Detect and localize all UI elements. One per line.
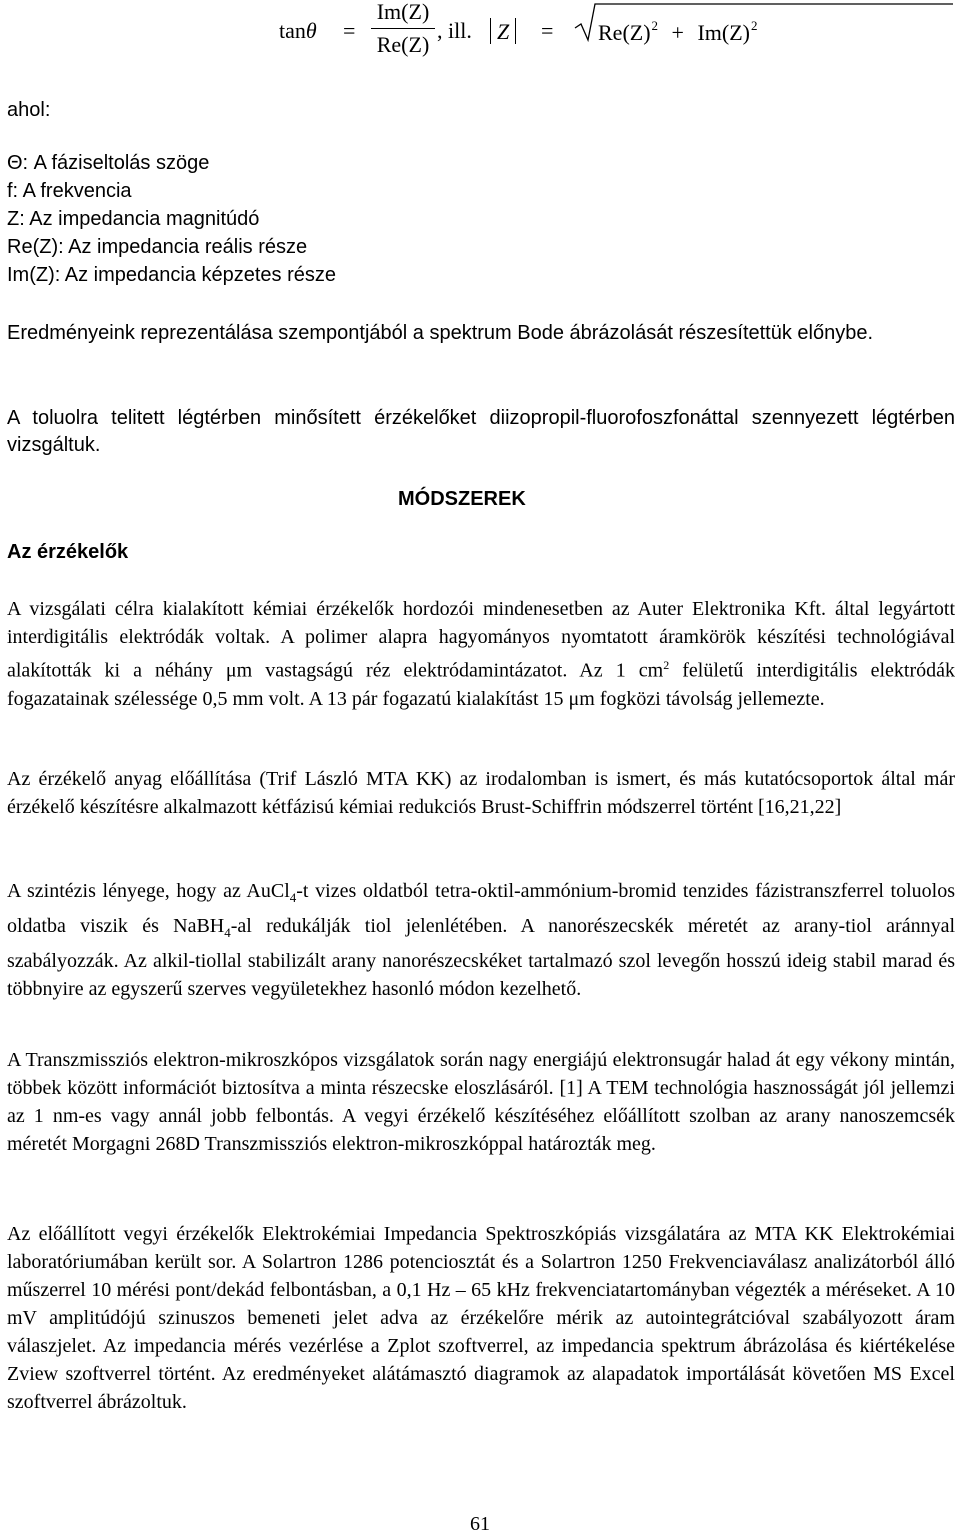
formula-equals: = bbox=[343, 18, 356, 43]
paragraph-eis: Az előállított vegyi érzékelők Elektrokémiai Impedancia Spektroszkópiás vizsgálatára az MTA KK Elektrokémiai laboratóriumában került sor. A Solartron 1286 potenciosztát és a Solartron 1250 Frekvenciaválasz analizátorból álló műszerrel 10 mérési pont/dekád felbontásban, a 0,1 Hz – 65 kHz frekvenciatartományban végezték a méréseket. A 10 mV amplitúdójú szinuszos bemeneti jelet adva az érzékelőre mérik az autointegrátcióval szabályozott áram válaszjelet. Az impedancia mérés vezérlése a Zplot szoftverrel, az impedancia spektrum ábrázolása és kiértékelése Zview szoftverrel történt. Az eredményeket alátámasztó diagramok az alapadatok importálását követően MS Excel szoftverrel ábrázoltuk. bbox=[7, 1223, 955, 1413]
ahol-label: ahol: bbox=[7, 99, 51, 121]
phase-formula bbox=[279, 0, 959, 64]
subsection-heading-sensors: Az érzékelők bbox=[7, 541, 129, 563]
formula-fraction bbox=[371, 0, 435, 57]
formula-abs-z: Z bbox=[484, 18, 522, 45]
section-heading-methods: MÓDSZEREK bbox=[398, 488, 526, 510]
page-number: 61 bbox=[470, 1513, 490, 1535]
definition-imag: Im(Z): Az impedancia képzetes része bbox=[7, 264, 337, 286]
definition-theta: Θ: A fáziseltolás szöge bbox=[7, 152, 210, 174]
paragraph-tem: A Transzmissziós elektron-mikroszkópos vizsgálatok során nagy energiájú elektronsugár halad át egy vékony mintán, többek között információt biztosítva a minta részecske eloszlásáról. [1] A TEM technológia hasznosságát jól jellemzi az 1 nm-es vagy annál jobb felbontás. A vegyi érzékelő készítéséhez előállított szolban az arany nanoszemcsék méretét Morgagni 268D Transzmissziós elektron-mikroszkóppal határozták meg. bbox=[7, 1049, 955, 1155]
formula-equals-2: = bbox=[541, 18, 554, 43]
formula-numerator: Im(Z) bbox=[376, 0, 430, 24]
paragraph-material: Az érzékelő anyag előállítása (Trif László MTA KK) az irodalomban is ismert, és más kutatócsoportok által már érzékelő készítésre alkalmazott kétfázisú kémiai redukciós Brust-Schiffrin módszerrel történt [16,21,22] bbox=[7, 768, 955, 818]
definition-frequency: f: A frekvencia bbox=[7, 180, 132, 202]
definition-real: Re(Z): Az impedancia reális része bbox=[7, 236, 308, 258]
sqrt-radicand: $Re(Z)^2 + Im(Z)^2$ bbox=[598, 18, 758, 45]
definition-magnitude: Z: Az impedancia magnitúdó bbox=[7, 208, 260, 230]
formula-denominator: Re(Z) bbox=[376, 32, 430, 57]
paragraph-synthesis: A szintézis lényege, hogy az AuCl$_4$-t vizes oldatból tetra-oktil-ammónium-bromid tenzides fázistranszferrel toluolos oldatba viszik és NaBH$_4$-al redukálják tiol jelenlétében. A nanorészecskék méretét az arany-tiol aránnyal szabályozzák. Az alkil-tiollal stabilizált arany nanorészecskéket tartalmazó szol levegőn hosszú ideig stabil marad és többnyire az egyszerű szerves vegyületekhez hasonló módon kezelhető. bbox=[7, 880, 956, 1000]
formula-lhs: tanθ bbox=[279, 18, 317, 43]
paragraph-sensors: A vizsgálati célra kialakított kémiai érzékelők hordozói mindenesetben az Auter Elektronika Kft. által legyártott interdigitális elektródák voltak. A polimer alapra hagyományos nyomtatott áramkörök készítési technológiával alakították ki a néhány μm vastagságú réz elektródamintázatot. Az 1 $cm^2$ felületű interdigitális elektródák fogazatainak szélessége 0,5 mm volt. A 13 pár fogazatú kialakítást 15 μm fogközi távolság jellemezte. bbox=[7, 598, 955, 710]
fraction-bar bbox=[371, 28, 435, 29]
formula-sqrt bbox=[573, 2, 960, 45]
paragraph-bode: Eredményeink reprezentálása szempontjából a spektrum Bode ábrázolását részesítettük előnybe. bbox=[7, 322, 874, 344]
paragraph-toluol: A toluolra telitett légtérben minősített érzékelőket diizopropil-fluorofoszfonáttal szennyezett légtérben vizsgáltuk. bbox=[7, 407, 955, 456]
formula-ill: , ill. bbox=[437, 18, 472, 43]
